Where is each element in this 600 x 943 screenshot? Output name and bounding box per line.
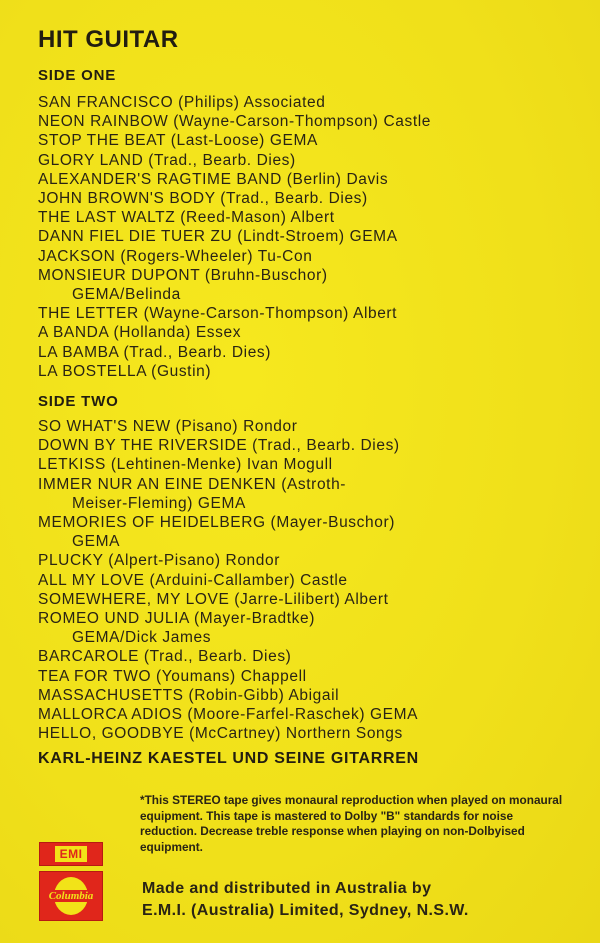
track-title: A BANDA (Hollanda) Essex xyxy=(38,324,242,342)
track-title: THE LAST WALTZ (Reed-Mason) Albert xyxy=(38,209,335,227)
track-title-continued: GEMA xyxy=(72,533,121,551)
track-title: MONSIEUR DUPONT (Bruhn-Buschor) xyxy=(38,266,328,284)
track-item xyxy=(38,667,578,686)
track-item xyxy=(38,266,578,304)
columbia-logo xyxy=(39,871,103,921)
track-title: NEON RAINBOW (Wayne-Carson-Thompson) Castle xyxy=(38,113,432,131)
track-title: MASSACHUSETTS (Robin-Gibb) Abigail xyxy=(38,686,340,704)
track-title: MEMORIES OF HEIDELBERG (Mayer-Buschor) xyxy=(38,514,395,532)
track-item xyxy=(38,304,578,323)
side-one-heading: SIDE ONE xyxy=(38,67,117,84)
album-title: HIT GUITAR xyxy=(38,26,179,53)
track-title: BARCAROLE (Trad., Bearb. Dies) xyxy=(38,648,292,666)
track-title: STOP THE BEAT (Last-Loose) GEMA xyxy=(38,132,318,150)
track-item xyxy=(38,131,578,150)
track-title: SAN FRANCISCO (Philips) Associated xyxy=(38,94,326,111)
track-item xyxy=(38,455,578,474)
track-title: HELLO, GOODBYE (McCartney) Northern Songs xyxy=(38,725,403,743)
track-title: THE LETTER (Wayne-Carson-Thompson) Albert xyxy=(38,305,398,323)
track-item xyxy=(38,571,578,590)
track-title: JACKSON (Rogers-Wheeler) Tu-Con xyxy=(38,247,313,265)
side-one-tracklist xyxy=(38,93,578,381)
track-title-continued: GEMA/Dick James xyxy=(72,629,212,647)
side-two-tracklist xyxy=(38,417,578,743)
track-title: MALLORCA ADIOS (Moore-Farfel-Raschek) GEMA xyxy=(38,706,419,724)
track-title: LETKISS (Lehtinen-Menke) Ivan Mogull xyxy=(38,456,333,474)
track-item xyxy=(38,247,578,266)
track-title: SOMEWHERE, MY LOVE (Jarre-Lilibert) Albert xyxy=(38,590,389,608)
track-title-continued: Meiser-Fleming) GEMA xyxy=(72,494,246,512)
track-title: DANN FIEL DIE TUER ZU (Lindt-Stroem) GEMA xyxy=(38,228,398,246)
artist-name: KARL-HEINZ KAESTEL UND SEINE GITARREN xyxy=(38,750,419,767)
track-item xyxy=(38,724,578,743)
track-title: LA BAMBA (Trad., Bearb. Dies) xyxy=(38,343,272,361)
track-item xyxy=(38,227,578,246)
track-item xyxy=(38,686,578,705)
distribution-line-1: Made and distributed in Australia by xyxy=(142,880,432,897)
track-item xyxy=(38,112,578,131)
track-title-continued: GEMA/Belinda xyxy=(72,286,181,304)
track-title: TEA FOR TWO (Youmans) Chappell xyxy=(38,667,307,685)
track-title: ROMEO UND JULIA (Mayer-Bradtke) xyxy=(38,610,315,628)
track-item xyxy=(38,551,578,570)
track-item xyxy=(38,609,578,647)
emi-logo-text: EMI xyxy=(55,846,88,862)
track-title: PLUCKY (Alpert-Pisano) Rondor xyxy=(38,552,280,570)
stereo-note: *This STEREO tape gives monaural reproduction when played on monaural equipment. This tape is mastered to Dolby "B" standards for noise reduction. Decrease treble response when playing on non-Dolbyised equipment. xyxy=(140,793,563,854)
track-title: ALL MY LOVE (Arduini-Callamber) Castle xyxy=(38,571,348,589)
track-item xyxy=(38,590,578,609)
distribution-info xyxy=(142,878,582,922)
track-item xyxy=(38,362,578,381)
track-item xyxy=(38,208,578,227)
track-item xyxy=(38,436,578,455)
track-item xyxy=(38,705,578,724)
track-title: LA BOSTELLA (Gustin) xyxy=(38,362,212,380)
columbia-logo-text: Columbia xyxy=(48,890,94,902)
track-title: IMMER NUR AN EINE DENKEN (Astroth- xyxy=(38,475,347,493)
track-item xyxy=(38,513,578,551)
side-two-heading: SIDE TWO xyxy=(38,393,119,410)
track-item xyxy=(38,189,578,208)
track-item xyxy=(38,475,578,513)
track-title: JOHN BROWN'S BODY (Trad., Bearb. Dies) xyxy=(38,190,368,208)
track-item xyxy=(38,151,578,170)
track-title: ALEXANDER'S RAGTIME BAND (Berlin) Davis xyxy=(38,170,389,188)
distribution-line-2: E.M.I. (Australia) Limited, Sydney, N.S.W. xyxy=(142,902,469,919)
track-title: GLORY LAND (Trad., Bearb. Dies) xyxy=(38,151,296,169)
track-item xyxy=(38,323,578,342)
track-item xyxy=(38,170,578,189)
track-title: DOWN BY THE RIVERSIDE (Trad., Bearb. Dies) xyxy=(38,437,400,455)
track-item xyxy=(38,343,578,362)
track-title: SO WHAT'S NEW (Pisano) Rondor xyxy=(38,418,298,435)
track-item xyxy=(38,93,578,112)
track-item xyxy=(38,647,578,666)
emi-logo xyxy=(39,842,103,866)
track-item xyxy=(38,417,578,436)
